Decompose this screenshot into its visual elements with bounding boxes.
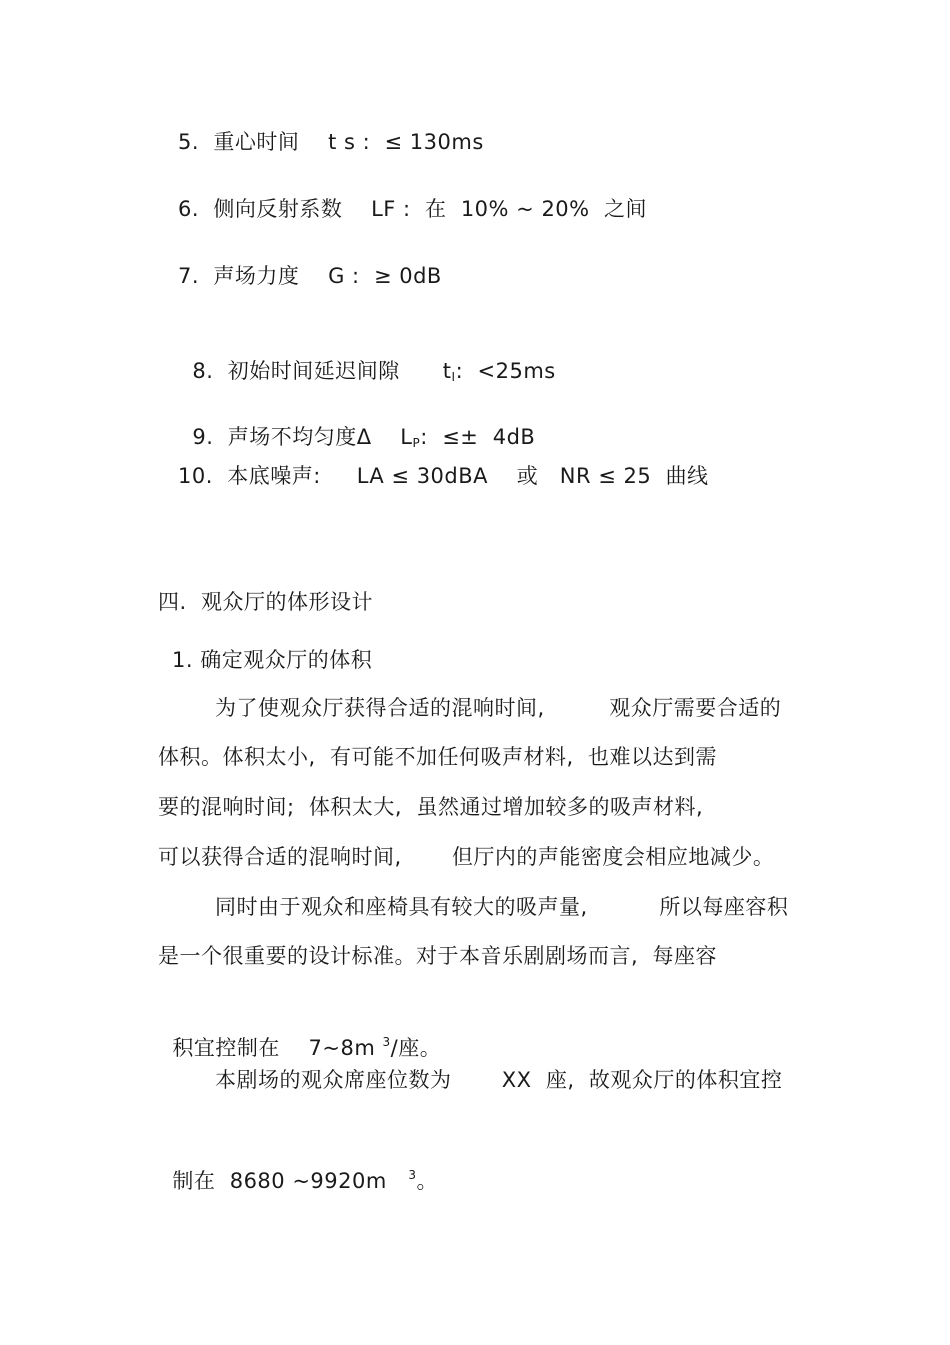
list-item: 7. 声场力度 G : ≥ 0dB (178, 264, 442, 288)
list-item (178, 395, 535, 457)
section-heading: 四. 观众厅的体形设计 (158, 590, 374, 614)
list-item-text: 8. 初始时间延迟间隙 t (192, 359, 452, 383)
subsection-heading: 1. 确定观众厅的体积 (172, 648, 373, 672)
paragraph-text: 制在 8680 ~9920m (172, 1169, 409, 1193)
paragraph-line: 要的混响时间; 体积太大, 虽然通过增加较多的吸声材料, (158, 795, 704, 819)
paragraph-text: /座。 (390, 1036, 442, 1060)
paragraph-line: 体积。体积太小, 有可能不加任何吸声材料, 也难以达到需 (158, 745, 718, 769)
paragraph-line: 同时由于观众和座椅具有较大的吸声量, 所以每座容积 (215, 895, 789, 919)
paragraph-line: 是一个很重要的设计标准。对于本音乐剧剧场而言, 每座容 (158, 944, 718, 968)
list-item: 5. 重心时间 t s : ≤ 130ms (178, 130, 484, 154)
paragraph-line: 可以获得合适的混响时间, 但厅内的声能密度会相应地减少。 (158, 845, 775, 869)
paragraph-line (158, 1000, 441, 1062)
subscript: I (451, 370, 456, 384)
list-item: 10. 本底噪声: LA ≤ 30dBA 或 NR ≤ 25 曲线 (178, 464, 709, 488)
superscript: 3 (382, 1035, 391, 1049)
list-item-text: : <25ms (455, 359, 556, 383)
paragraph-text: 积宜控制在 7~8m (172, 1036, 383, 1060)
superscript: 3 (408, 1168, 417, 1182)
paragraph-line: 为了使观众厅获得合适的混响时间, 观众厅需要合适的 (215, 696, 782, 720)
list-item-text: : ≤± 4dB (420, 425, 536, 449)
paragraph-line: 本剧场的观众席座位数为 XX 座, 故观众厅的体积宜控 (215, 1068, 783, 1092)
subscript: P (412, 436, 421, 450)
list-item (178, 329, 556, 391)
list-item-text: 9. 声场不均匀度Δ L (192, 425, 413, 449)
paragraph-line (158, 1133, 438, 1195)
list-item: 6. 侧向反射系数 LF : 在 10% ~ 20% 之间 (178, 197, 647, 221)
paragraph-text: 。 (416, 1169, 438, 1193)
